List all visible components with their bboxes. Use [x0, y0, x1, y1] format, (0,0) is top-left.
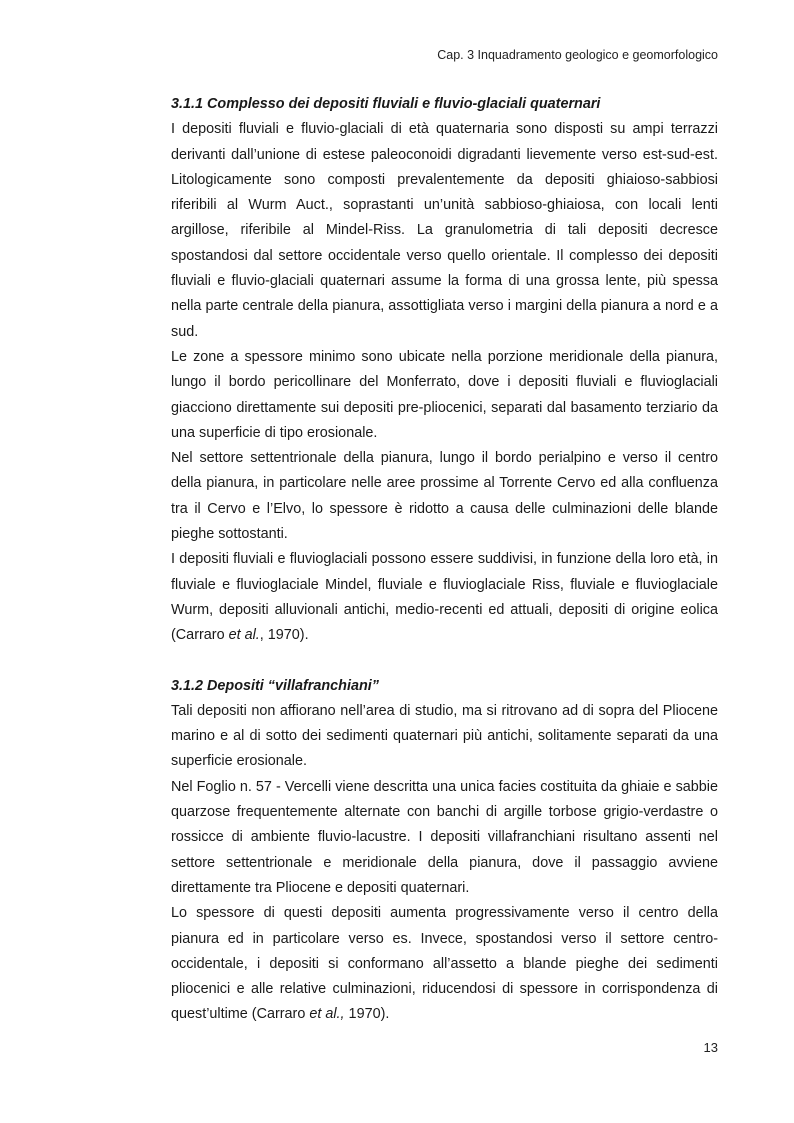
- running-header: Cap. 3 Inquadramento geologico e geomorfologico: [437, 48, 718, 62]
- paragraph: Tali depositi non affiorano nell’area di studio, ma si ritrovano ad di sopra del Pliocene marino e al di sotto dei sedimenti quaternari più antichi, solitamente separati da una superficie erosionale.: [171, 702, 718, 770]
- paragraph-text: I depositi fluviali e fluvioglaciali possono essere suddivisi, in funzione della loro età, in fluviale e fluvioglaciale Mindel, fluviale e fluvioglaciale Riss, fluviale e fluvioglaciale Wurm, depositi alluvionali antichi, medio-recenti ed attuali, depositi di origine eolica (Carraro: [171, 551, 718, 644]
- citation-et-al: et al.,: [309, 1006, 345, 1023]
- page-body: [171, 92, 718, 1028]
- section-title-3-1-2: 3.1.2 Depositi “villafranchiani”: [171, 677, 379, 694]
- paragraph: Nel settore settentrionale della pianura, lungo il bordo perialpino e verso il centro della pianura, in particolare nelle aree prossime al Torrente Cervo ed alla confluenza tra il Cervo e l’Elvo, lo spessore è ridotto a causa delle culminazioni delle blande pieghe sottostanti.: [171, 450, 718, 543]
- paragraph: I depositi fluviali e fluvio-glaciali di età quaternaria sono disposti su ampi terrazzi derivanti dall’unione di estese paleoconoidi digradanti lievemente verso est-sud-est. Litologicamente sono composti prevalentemente da depositi ghiaioso-sabbiosi riferibili al Wurm Auct., soprastanti un’unità sabbioso-ghiaiosa, con locali lenti argillose, riferibile al Mindel-Riss. La granulometria di tali depositi decresce spostandosi dal settore occidentale verso quello orientale. Il complesso dei depositi fluviali e fluvio-glaciali quaternari assume la forma di una grossa lente, più spessa nella parte centrale della pianura, assottigliata verso i margini della pianura a nord e a sud.: [171, 121, 718, 340]
- section-title-3-1-1: 3.1.1 Complesso dei depositi fluviali e fluvio-glaciali quaternari: [171, 96, 601, 112]
- paragraph-text: , 1970).: [259, 627, 309, 644]
- citation-et-al: et al.: [228, 627, 260, 644]
- paragraph: Le zone a spessore minimo sono ubicate nella porzione meridionale della pianura, lungo il bordo pericollinare del Monferrato, dove i depositi fluviali e fluvioglaciali giacciono direttamente sui depositi pre-pliocenici, separati dal basamento terziario da una superficie di tipo erosionale.: [171, 348, 718, 441]
- paragraph: [171, 901, 718, 1027]
- paragraph-text: Lo spessore di questi depositi aumenta progressivamente verso il centro della pianura ed in particolare verso es. Invece, spostandosi verso il settore centro-occidentale, i depositi si conformano all’assetto a blande pieghe dei sedimenti pliocenici e alle relative culminazioni, riducendosi di spessore in corrispondenza di quest’ultime (Carraro: [171, 905, 718, 1023]
- paragraph: [171, 547, 718, 648]
- spacer: [171, 649, 718, 674]
- paragraph-text: 1970).: [344, 1006, 390, 1023]
- paragraph: Nel Foglio n. 57 - Vercelli viene descritta una unica facies costituita da ghiaie e sabbie quarzose frequentemente alternate con banchi di argille torbose grigio-verdastre o rossicce di ambiente fluvio-lacustre. I depositi villafranchiani risultano assenti nel settore settentrionale e meridionale della pianura, dove il passaggio avviene direttamente tra Pliocene e depositi quaternari.: [171, 778, 718, 896]
- page-number: 13: [703, 1040, 718, 1055]
